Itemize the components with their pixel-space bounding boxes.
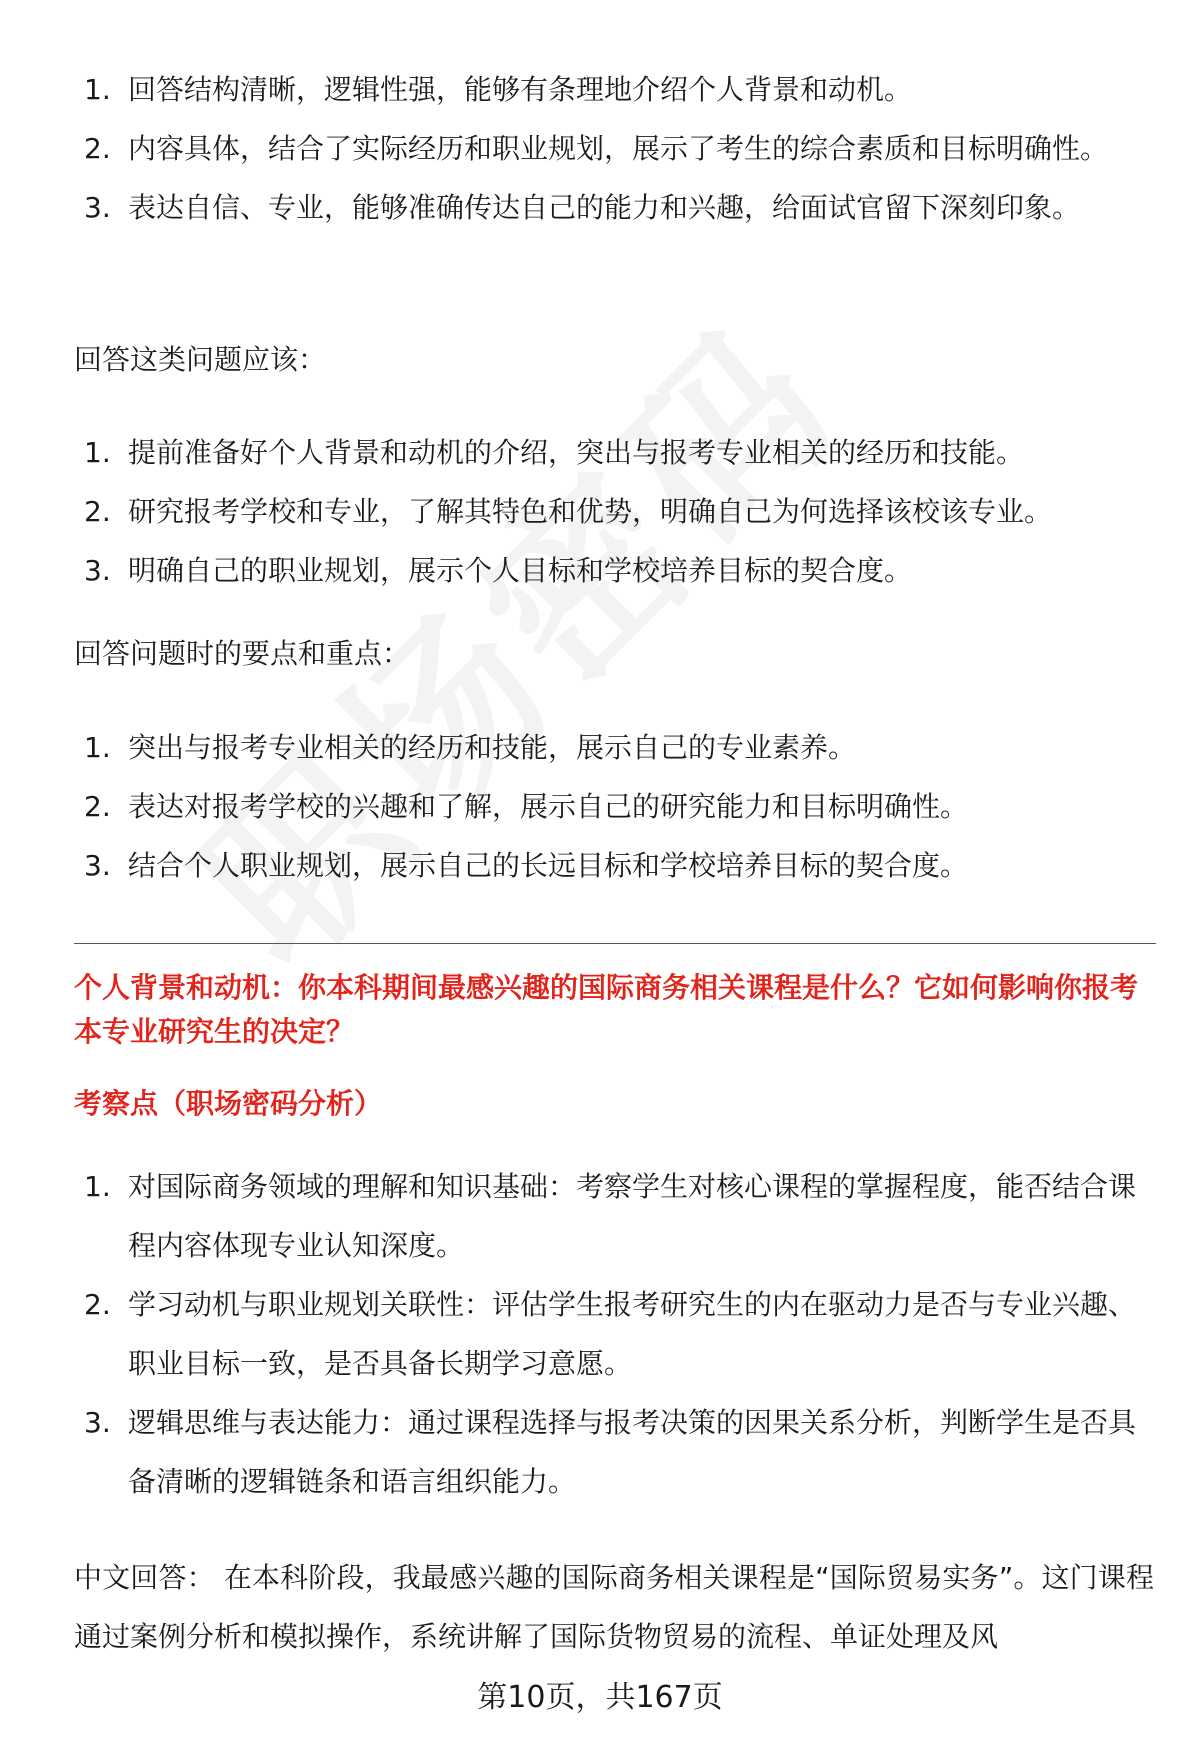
- list-number: 1.: [84, 436, 111, 469]
- list-text: 明确自己的职业规划，展示个人目标和学校培养目标的契合度。: [128, 554, 913, 587]
- evaluation-list: [0, 60, 1200, 237]
- list-item: [0, 60, 1200, 119]
- list-number: 2.: [84, 132, 111, 165]
- key-points-list: [0, 718, 1200, 895]
- list-number: 2.: [84, 1288, 111, 1321]
- list-text: 表达对报考学校的兴趣和了解，展示自己的研究能力和目标明确性。: [128, 790, 969, 823]
- list-item: [0, 482, 1200, 541]
- question-title: 个人背景和动机：你本科期间最感兴趣的国际商务相关课程是什么？它如何影响你报考本专业研究生的决定？: [74, 971, 1139, 1048]
- list-item: [0, 1275, 1200, 1393]
- list-number: 1.: [84, 1170, 111, 1203]
- list-item: [0, 178, 1200, 237]
- question-subtitle: 考察点（职场密码分析）: [74, 1087, 383, 1120]
- list-text: 结合个人职业规划，展示自己的长远目标和学校培养目标的契合度。: [128, 849, 969, 882]
- page-number: 第10页，共167页: [477, 1680, 723, 1715]
- how-to-answer-list: [0, 423, 1200, 600]
- list-text: 提前准备好个人背景和动机的介绍，突出与报考专业相关的经历和技能。: [128, 436, 1025, 469]
- list-text: 研究报考学校和专业，了解其特色和优势，明确自己为何选择该校该专业。: [128, 495, 1053, 528]
- list-number: 1.: [84, 731, 111, 764]
- section-divider: [74, 943, 1156, 944]
- list-number: 2.: [84, 495, 111, 528]
- list-item: [0, 1157, 1200, 1275]
- list-number: 3.: [84, 1406, 111, 1439]
- list-number: 3.: [84, 849, 111, 882]
- list-text: 表达自信、专业，能够准确传达自己的能力和兴趣，给面试官留下深刻印象。: [128, 191, 1081, 224]
- list-number: 3.: [84, 191, 111, 224]
- list-text: 回答结构清晰，逻辑性强，能够有条理地介绍个人背景和动机。: [128, 73, 913, 106]
- list-number: 3.: [84, 554, 111, 587]
- list-item: [0, 423, 1200, 482]
- section-heading-key-points: 回答问题时的要点和重点：: [74, 637, 411, 670]
- assessment-points-list: [0, 1157, 1200, 1511]
- section-heading-how-to-answer: 回答这类问题应该：: [74, 343, 327, 376]
- list-item: [0, 836, 1200, 895]
- list-text: 内容具体，结合了实际经历和职业规划，展示了考生的综合素质和目标明确性。: [128, 132, 1109, 165]
- list-number: 1.: [84, 73, 111, 106]
- list-text: 对国际商务领域的理解和知识基础：考察学生对核心课程的掌握程度，能否结合课程内容体现专业认知深度。: [128, 1170, 1137, 1262]
- list-item: [0, 119, 1200, 178]
- chinese-answer-paragraph: 中文回答： 在本科阶段，我最感兴趣的国际商务相关课程是“国际贸易实务”。这门课程通过案例分析和模拟操作，系统讲解了国际货物贸易的流程、单证处理及风: [74, 1561, 1154, 1653]
- list-item: [0, 777, 1200, 836]
- list-number: 2.: [84, 790, 111, 823]
- list-text: 学习动机与职业规划关联性：评估学生报考研究生的内在驱动力是否与专业兴趣、职业目标一致，是否具备长期学习意愿。: [128, 1288, 1137, 1380]
- list-item: [0, 718, 1200, 777]
- list-item: [0, 541, 1200, 600]
- list-text: 突出与报考专业相关的经历和技能，展示自己的专业素养。: [128, 731, 857, 764]
- list-text: 逻辑思维与表达能力：通过课程选择与报考决策的因果关系分析，判断学生是否具备清晰的逻辑链条和语言组织能力。: [128, 1406, 1137, 1498]
- list-item: [0, 1393, 1200, 1511]
